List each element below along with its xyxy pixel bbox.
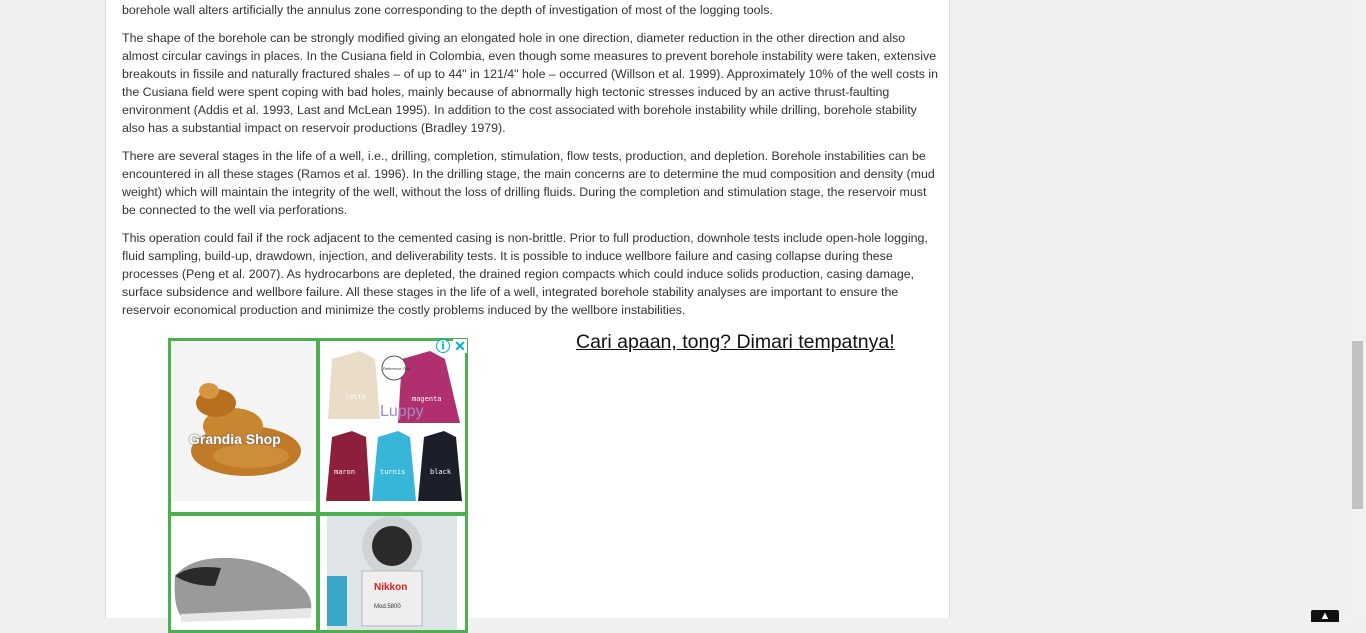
ad-controls <box>436 339 467 353</box>
article-paragraph: This operation could fail if the rock adjacent to the cemented casing is non-brittle. Prior to full production, downhole tests include open-hole logging, fluid sampling, build-up, drawdown, injection, and deliverability tests. It is possible to induce wellbore failure and casing collapse during these processes (Peng et al. 2007). As hydrocarbons are depleted, the drained region compacts which could induce solids production, casing damage, surface subsidence and wellbore failure. All these stages in the life of a well, integrated borehole stability analyses are important to ensure the reservoir economical production and minimize the costly problems induced by the wellbore instabilities. <box>122 231 928 317</box>
article-body <box>122 0 942 329</box>
ad-info-icon[interactable]: i <box>436 339 450 353</box>
product-image <box>171 341 316 512</box>
ad-product-tile[interactable] <box>317 338 468 515</box>
color-label: maron <box>334 468 356 476</box>
product-image <box>320 337 466 512</box>
product-image <box>171 516 316 630</box>
article-paragraph: There are several stages in the life of a well, i.e., drilling, completion, stimulation, flow tests, production, and depletion. Borehole instabilities can be encountered in all these stages (Ramos et al. 1996). In the drilling stage, the main concerns are to determine the mud composition and density (mud weight) which will maintain the integrity of the well, without the loss of drilling fluids. During the completion and stimulation stage, the reservoir must be connected to the well via perforations. <box>122 149 935 217</box>
model-label: Mod.5800 <box>374 604 401 610</box>
color-label: turnis <box>380 468 406 476</box>
brand-label: Nikkon <box>374 582 408 593</box>
promo-link[interactable]: Cari apaan, tong? Dimari tempatnya! <box>576 331 895 353</box>
content-column <box>105 0 950 618</box>
ad-product-tile[interactable] <box>168 338 319 515</box>
reference-badge: Reference Only <box>383 366 411 371</box>
back-to-top-icon[interactable]: ▲ <box>1311 610 1339 622</box>
ad-product-tile[interactable] <box>317 513 468 633</box>
color-label: latte <box>345 393 367 401</box>
ad-unit[interactable] <box>168 338 468 628</box>
article-paragraph: borehole wall alters artificially the annulus zone corresponding to the depth of investigation of most of the logging tools. <box>122 3 773 17</box>
ad-close-icon[interactable]: ✕ <box>454 337 466 354</box>
shop-watermark: Grandia Shop <box>189 431 281 447</box>
luppy-logo: Luppy <box>380 403 424 420</box>
article-paragraph: The shape of the borehole can be strongly modified giving an elongated hole in one direction, diameter reduction in the other direction and also almost circular cavings in places. In the Cusiana field in Colombia, even though some measures to prevent borehole instability were taken, extensive breakouts in fissile and naturally fractured shales – of up to 44" in 121/4" hole – occurred (Willson et al. 1999). Approximately 10% of the well costs in the Cusiana field were spent coping with bad holes, mainly because of abnormally high tectonic stresses induced by an active thrust-faulting environment (Addis et al. 1993, Last and McLean 1995). In addition to the cost associated with borehole instability while drilling, borehole stability also has a substantial impact on reservoir productions (Bradley 1979). <box>122 31 939 135</box>
ad-product-tile[interactable] <box>168 513 319 633</box>
scrollbar[interactable] <box>1349 0 1366 618</box>
color-label: magenta <box>412 395 442 403</box>
color-label: black <box>430 468 452 476</box>
scrollbar-thumb[interactable] <box>1352 341 1363 509</box>
product-image <box>320 516 465 630</box>
